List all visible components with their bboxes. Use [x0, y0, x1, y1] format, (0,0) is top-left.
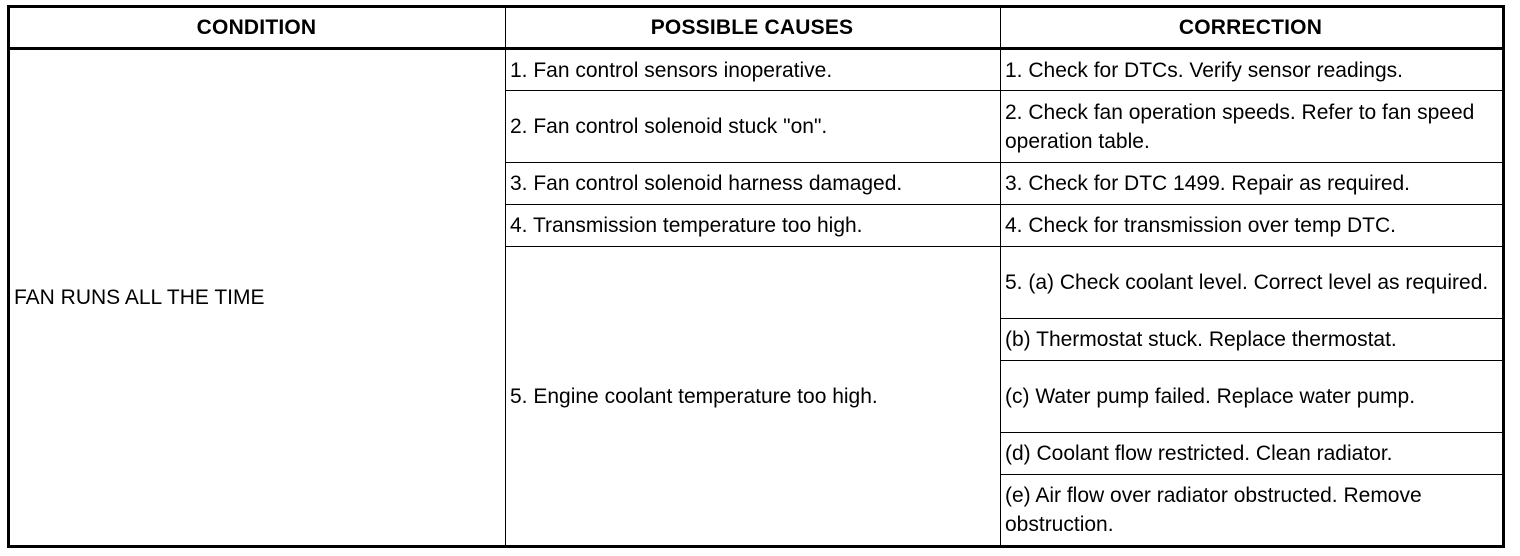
correction-cell: 5. (a) Check coolant level. Correct level as required.	[1001, 247, 1504, 319]
correction-cell: (c) Water pump failed. Replace water pump.	[1001, 361, 1504, 433]
condition-cell: FAN RUNS ALL THE TIME	[9, 49, 506, 547]
header-possible-causes: POSSIBLE CAUSES	[506, 7, 1001, 49]
cause-cell: 3. Fan control solenoid harness damaged.	[506, 163, 1001, 205]
header-condition: CONDITION	[9, 7, 506, 49]
correction-cell: 2. Check fan operation speeds. Refer to fan speed operation table.	[1001, 91, 1504, 163]
cause-cell: 2. Fan control solenoid stuck "on".	[506, 91, 1001, 163]
cause-cell: 1. Fan control sensors inoperative.	[506, 49, 1001, 91]
correction-cell: 1. Check for DTCs. Verify sensor readings.	[1001, 49, 1504, 91]
diagnosis-table	[7, 5, 1505, 548]
header-correction: CORRECTION	[1001, 7, 1504, 49]
correction-cell: (d) Coolant flow restricted. Clean radiator.	[1001, 433, 1504, 475]
correction-cell: (b) Thermostat stuck. Replace thermostat.	[1001, 319, 1504, 361]
cause-cell: 5. Engine coolant temperature too high.	[506, 247, 1001, 547]
correction-cell: 3. Check for DTC 1499. Repair as required.	[1001, 163, 1504, 205]
correction-cell: (e) Air flow over radiator obstructed. Remove obstruction.	[1001, 475, 1504, 547]
correction-cell: 4. Check for transmission over temp DTC.	[1001, 205, 1504, 247]
cause-cell: 4. Transmission temperature too high.	[506, 205, 1001, 247]
header-row	[9, 7, 1504, 49]
table-row	[9, 49, 1504, 91]
